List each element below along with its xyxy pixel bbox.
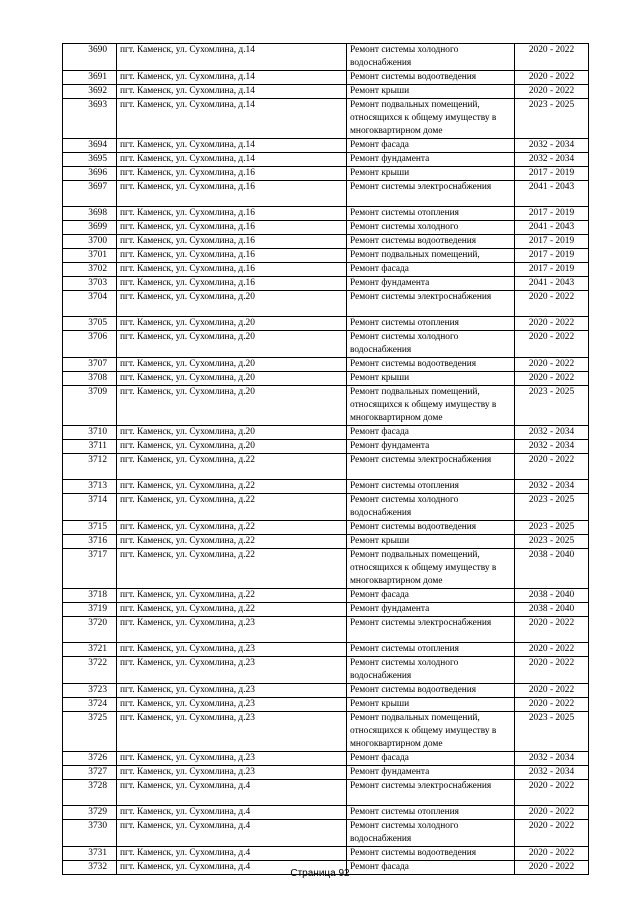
work-type-cell: Ремонт фасада	[347, 861, 515, 875]
work-type-cell: Ремонт системы холодного водоснабжения	[347, 494, 515, 521]
period-cell: 2032 - 2034	[515, 480, 589, 494]
address-cell: пгт. Каменск, ул. Сухомлина, д.22	[117, 603, 347, 617]
table-row	[63, 603, 589, 617]
address-cell: пгт. Каменск, ул. Сухомлина, д.16	[117, 235, 347, 249]
work-type-cell: Ремонт системы отопления	[347, 207, 515, 221]
work-type-cell: Ремонт фасада	[347, 752, 515, 766]
work-type-cell: Ремонт системы водоотведения	[347, 521, 515, 535]
address-cell: пгт. Каменск, ул. Сухомлина, д.23	[117, 643, 347, 657]
row-number-cell: 3717	[63, 549, 117, 589]
row-number-cell: 3725	[63, 712, 117, 752]
table-row	[63, 440, 589, 454]
table-row	[63, 657, 589, 684]
row-number-cell: 3706	[63, 331, 117, 358]
period-cell: 2041 - 2043	[515, 277, 589, 291]
table-row	[63, 454, 589, 480]
address-cell: пгт. Каменск, ул. Сухомлина, д.23	[117, 766, 347, 780]
work-type-cell: Ремонт крыши	[347, 535, 515, 549]
work-type-cell: Ремонт подвальных помещений,	[347, 249, 515, 263]
table-row	[63, 85, 589, 99]
address-cell: пгт. Каменск, ул. Сухомлина, д.22	[117, 549, 347, 589]
work-type-cell: Ремонт системы электроснабжения	[347, 181, 515, 207]
row-number-cell: 3690	[63, 44, 117, 71]
work-type-cell: Ремонт системы электроснабжения	[347, 291, 515, 317]
work-type-cell: Ремонт фасада	[347, 426, 515, 440]
table-row	[63, 153, 589, 167]
row-number-cell: 3709	[63, 386, 117, 426]
row-number-cell: 3712	[63, 454, 117, 480]
period-cell: 2023 - 2025	[515, 521, 589, 535]
address-cell: пгт. Каменск, ул. Сухомлина, д.20	[117, 358, 347, 372]
address-cell: пгт. Каменск, ул. Сухомлина, д.14	[117, 139, 347, 153]
row-number-cell: 3699	[63, 221, 117, 235]
row-number-cell: 3707	[63, 358, 117, 372]
period-cell: 2032 - 2034	[515, 153, 589, 167]
address-cell: пгт. Каменск, ул. Сухомлина, д.16	[117, 277, 347, 291]
work-type-cell: Ремонт крыши	[347, 698, 515, 712]
period-cell: 2020 - 2022	[515, 291, 589, 317]
table-row	[63, 752, 589, 766]
period-cell: 2020 - 2022	[515, 372, 589, 386]
address-cell: пгт. Каменск, ул. Сухомлина, д.22	[117, 454, 347, 480]
table-row	[63, 358, 589, 372]
table-row	[63, 139, 589, 153]
work-type-cell: Ремонт системы холодного водоснабжения	[347, 657, 515, 684]
row-number-cell: 3697	[63, 181, 117, 207]
address-cell: пгт. Каменск, ул. Сухомлина, д.14	[117, 153, 347, 167]
table-body	[63, 44, 589, 875]
row-number-cell: 3708	[63, 372, 117, 386]
table-row	[63, 535, 589, 549]
work-type-cell: Ремонт системы электроснабжения	[347, 617, 515, 643]
table-row	[63, 277, 589, 291]
row-number-cell: 3732	[63, 861, 117, 875]
row-number-cell: 3701	[63, 249, 117, 263]
row-number-cell: 3716	[63, 535, 117, 549]
address-cell: пгт. Каменск, ул. Сухомлина, д.16	[117, 167, 347, 181]
work-type-cell: Ремонт крыши	[347, 372, 515, 386]
work-type-cell: Ремонт подвальных помещений, относящихся к общему имуществу в многоквартирном доме	[347, 386, 515, 426]
table-row	[63, 44, 589, 71]
address-cell: пгт. Каменск, ул. Сухомлина, д.22	[117, 494, 347, 521]
address-cell: пгт. Каменск, ул. Сухомлина, д.20	[117, 331, 347, 358]
works-table	[62, 43, 589, 875]
period-cell: 2017 - 2019	[515, 167, 589, 181]
table-row	[63, 780, 589, 806]
work-type-cell: Ремонт системы водоотведения	[347, 684, 515, 698]
address-cell: пгт. Каменск, ул. Сухомлина, д.20	[117, 440, 347, 454]
row-number-cell: 3720	[63, 617, 117, 643]
row-number-cell: 3729	[63, 806, 117, 820]
period-cell: 2023 - 2025	[515, 712, 589, 752]
period-cell: 2032 - 2034	[515, 440, 589, 454]
table-row	[63, 317, 589, 331]
work-type-cell: Ремонт фундамента	[347, 603, 515, 617]
address-cell: пгт. Каменск, ул. Сухомлина, д.16	[117, 249, 347, 263]
period-cell: 2038 - 2040	[515, 549, 589, 589]
period-cell: 2038 - 2040	[515, 589, 589, 603]
period-cell: 2020 - 2022	[515, 684, 589, 698]
period-cell: 2020 - 2022	[515, 454, 589, 480]
work-type-cell: Ремонт системы холодного	[347, 221, 515, 235]
row-number-cell: 3730	[63, 820, 117, 847]
address-cell: пгт. Каменск, ул. Сухомлина, д.4	[117, 847, 347, 861]
address-cell: пгт. Каменск, ул. Сухомлина, д.23	[117, 698, 347, 712]
period-cell: 2032 - 2034	[515, 752, 589, 766]
table-row	[63, 221, 589, 235]
table-row	[63, 712, 589, 752]
period-cell: 2020 - 2022	[515, 85, 589, 99]
row-number-cell: 3714	[63, 494, 117, 521]
table-row	[63, 263, 589, 277]
table-row	[63, 684, 589, 698]
period-cell: 2020 - 2022	[515, 317, 589, 331]
address-cell: пгт. Каменск, ул. Сухомлина, д.16	[117, 263, 347, 277]
table-row	[63, 617, 589, 643]
work-type-cell: Ремонт системы водоотведения	[347, 235, 515, 249]
table-row	[63, 698, 589, 712]
work-type-cell: Ремонт фасада	[347, 263, 515, 277]
table-row	[63, 820, 589, 847]
period-cell: 2023 - 2025	[515, 99, 589, 139]
table-row	[63, 847, 589, 861]
row-number-cell: 3698	[63, 207, 117, 221]
table-row	[63, 235, 589, 249]
address-cell: пгт. Каменск, ул. Сухомлина, д.14	[117, 99, 347, 139]
table-row	[63, 806, 589, 820]
work-type-cell: Ремонт системы электроснабжения	[347, 780, 515, 806]
work-type-cell: Ремонт системы водоотведения	[347, 71, 515, 85]
row-number-cell: 3696	[63, 167, 117, 181]
row-number-cell: 3713	[63, 480, 117, 494]
table-row	[63, 167, 589, 181]
table-row	[63, 291, 589, 317]
address-cell: пгт. Каменск, ул. Сухомлина, д.23	[117, 752, 347, 766]
address-cell: пгт. Каменск, ул. Сухомлина, д.4	[117, 820, 347, 847]
row-number-cell: 3715	[63, 521, 117, 535]
row-number-cell: 3695	[63, 153, 117, 167]
work-type-cell: Ремонт системы холодного водоснабжения	[347, 331, 515, 358]
address-cell: пгт. Каменск, ул. Сухомлина, д.4	[117, 861, 347, 875]
period-cell: 2020 - 2022	[515, 861, 589, 875]
address-cell: пгт. Каменск, ул. Сухомлина, д.20	[117, 291, 347, 317]
row-number-cell: 3704	[63, 291, 117, 317]
address-cell: пгт. Каменск, ул. Сухомлина, д.22	[117, 589, 347, 603]
work-type-cell: Ремонт системы водоотведения	[347, 358, 515, 372]
address-cell: пгт. Каменск, ул. Сухомлина, д.16	[117, 181, 347, 207]
work-type-cell: Ремонт системы отопления	[347, 480, 515, 494]
table-row	[63, 549, 589, 589]
row-number-cell: 3726	[63, 752, 117, 766]
address-cell: пгт. Каменск, ул. Сухомлина, д.16	[117, 207, 347, 221]
period-cell: 2017 - 2019	[515, 249, 589, 263]
table-row	[63, 249, 589, 263]
table-row	[63, 494, 589, 521]
table-row	[63, 71, 589, 85]
row-number-cell: 3721	[63, 643, 117, 657]
period-cell: 2020 - 2022	[515, 71, 589, 85]
address-cell: пгт. Каменск, ул. Сухомлина, д.22	[117, 480, 347, 494]
work-type-cell: Ремонт фундамента	[347, 153, 515, 167]
row-number-cell: 3719	[63, 603, 117, 617]
row-number-cell: 3718	[63, 589, 117, 603]
address-cell: пгт. Каменск, ул. Сухомлина, д.4	[117, 780, 347, 806]
work-type-cell: Ремонт фундамента	[347, 277, 515, 291]
row-number-cell: 3727	[63, 766, 117, 780]
address-cell: пгт. Каменск, ул. Сухомлина, д.20	[117, 372, 347, 386]
address-cell: пгт. Каменск, ул. Сухомлина, д.14	[117, 71, 347, 85]
address-cell: пгт. Каменск, ул. Сухомлина, д.22	[117, 521, 347, 535]
work-type-cell: Ремонт крыши	[347, 167, 515, 181]
table-row	[63, 331, 589, 358]
row-number-cell: 3692	[63, 85, 117, 99]
period-cell: 2020 - 2022	[515, 657, 589, 684]
work-type-cell: Ремонт системы отопления	[347, 643, 515, 657]
work-type-cell: Ремонт системы электроснабжения	[347, 454, 515, 480]
period-cell: 2032 - 2034	[515, 426, 589, 440]
address-cell: пгт. Каменск, ул. Сухомлина, д.20	[117, 386, 347, 426]
period-cell: 2023 - 2025	[515, 386, 589, 426]
work-type-cell: Ремонт фасада	[347, 589, 515, 603]
address-cell: пгт. Каменск, ул. Сухомлина, д.20	[117, 317, 347, 331]
address-cell: пгт. Каменск, ул. Сухомлина, д.14	[117, 44, 347, 71]
address-cell: пгт. Каменск, ул. Сухомлина, д.20	[117, 426, 347, 440]
period-cell: 2041 - 2043	[515, 221, 589, 235]
work-type-cell: Ремонт системы отопления	[347, 317, 515, 331]
work-type-cell: Ремонт фасада	[347, 139, 515, 153]
table-row	[63, 386, 589, 426]
row-number-cell: 3723	[63, 684, 117, 698]
row-number-cell: 3700	[63, 235, 117, 249]
period-cell: 2020 - 2022	[515, 698, 589, 712]
row-number-cell: 3722	[63, 657, 117, 684]
period-cell: 2020 - 2022	[515, 806, 589, 820]
page-number: Страница 92	[290, 868, 350, 879]
row-number-cell: 3724	[63, 698, 117, 712]
address-cell: пгт. Каменск, ул. Сухомлина, д.22	[117, 535, 347, 549]
table-row	[63, 207, 589, 221]
period-cell: 2038 - 2040	[515, 603, 589, 617]
work-type-cell: Ремонт системы отопления	[347, 806, 515, 820]
table-row	[63, 181, 589, 207]
period-cell: 2017 - 2019	[515, 235, 589, 249]
address-cell: пгт. Каменск, ул. Сухомлина, д.14	[117, 85, 347, 99]
period-cell: 2020 - 2022	[515, 847, 589, 861]
address-cell: пгт. Каменск, ул. Сухомлина, д.23	[117, 712, 347, 752]
period-cell: 2041 - 2043	[515, 181, 589, 207]
period-cell: 2020 - 2022	[515, 643, 589, 657]
work-type-cell: Ремонт системы холодного водоснабжения	[347, 820, 515, 847]
address-cell: пгт. Каменск, ул. Сухомлина, д.23	[117, 617, 347, 643]
row-number-cell: 3702	[63, 263, 117, 277]
period-cell: 2017 - 2019	[515, 263, 589, 277]
work-type-cell: Ремонт фундамента	[347, 766, 515, 780]
period-cell: 2020 - 2022	[515, 820, 589, 847]
table-row	[63, 480, 589, 494]
period-cell: 2020 - 2022	[515, 44, 589, 71]
row-number-cell: 3731	[63, 847, 117, 861]
table-row	[63, 99, 589, 139]
address-cell: пгт. Каменск, ул. Сухомлина, д.4	[117, 806, 347, 820]
work-type-cell: Ремонт фундамента	[347, 440, 515, 454]
address-cell: пгт. Каменск, ул. Сухомлина, д.23	[117, 657, 347, 684]
table-row	[63, 589, 589, 603]
work-type-cell: Ремонт подвальных помещений, относящихся к общему имуществу в многоквартирном доме	[347, 712, 515, 752]
period-cell: 2032 - 2034	[515, 766, 589, 780]
period-cell: 2020 - 2022	[515, 617, 589, 643]
work-type-cell: Ремонт подвальных помещений, относящихся к общему имуществу в многоквартирном доме	[347, 99, 515, 139]
table-row	[63, 426, 589, 440]
period-cell: 2020 - 2022	[515, 331, 589, 358]
work-type-cell: Ремонт подвальных помещений, относящихся к общему имуществу в многоквартирном доме	[347, 549, 515, 589]
period-cell: 2017 - 2019	[515, 207, 589, 221]
table-row	[63, 372, 589, 386]
table-row	[63, 643, 589, 657]
table-row	[63, 766, 589, 780]
table-row	[63, 521, 589, 535]
work-type-cell: Ремонт системы холодного водоснабжения	[347, 44, 515, 71]
row-number-cell: 3728	[63, 780, 117, 806]
address-cell: пгт. Каменск, ул. Сухомлина, д.23	[117, 684, 347, 698]
period-cell: 2023 - 2025	[515, 535, 589, 549]
period-cell: 2020 - 2022	[515, 358, 589, 372]
row-number-cell: 3694	[63, 139, 117, 153]
row-number-cell: 3691	[63, 71, 117, 85]
work-type-cell: Ремонт системы водоотведения	[347, 847, 515, 861]
period-cell: 2020 - 2022	[515, 780, 589, 806]
row-number-cell: 3693	[63, 99, 117, 139]
work-type-cell: Ремонт крыши	[347, 85, 515, 99]
period-cell: 2032 - 2034	[515, 139, 589, 153]
row-number-cell: 3710	[63, 426, 117, 440]
row-number-cell: 3703	[63, 277, 117, 291]
row-number-cell: 3705	[63, 317, 117, 331]
row-number-cell: 3711	[63, 440, 117, 454]
period-cell: 2023 - 2025	[515, 494, 589, 521]
address-cell: пгт. Каменск, ул. Сухомлина, д.16	[117, 221, 347, 235]
